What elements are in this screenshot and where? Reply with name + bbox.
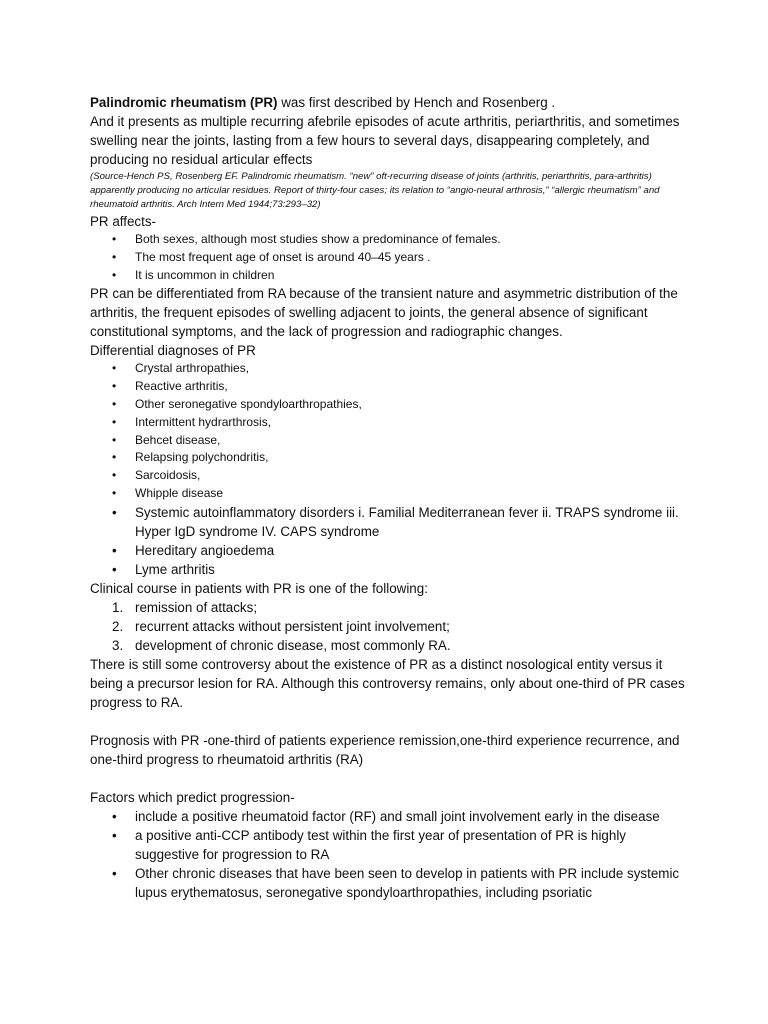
blank-line: [90, 712, 690, 731]
list-item: • a positive anti-CCP antibody test within the first year of presentation of PR is highly suggestive for progression to RA: [90, 826, 690, 864]
list-item: • Whipple disease: [90, 485, 690, 503]
list-item: [90, 636, 690, 655]
affects-heading: PR affects-: [90, 214, 156, 229]
source-citation: (Source-Hench PS, Rosenberg EF. Palindromic rheumatism. “new” oft-recurring disease of joints (arthritis, periarthritis, para-arthritis) apparently producing no articular residues. Report of thirty-four cases; its relation to “angio-neural arthrosis,” “allergic rheumatism” and rheumatoid arthritis. Arch Intern Med 1944;73:293–32): [90, 171, 660, 210]
list-item: • Behcet disease,: [90, 432, 690, 450]
list-item: • It is uncommon in children: [90, 267, 690, 285]
controversy-paragraph: There is still some controversy about the existence of PR as a distinct nosological entity versus it being a precursor lesion for RA. Although this controversy remains, only about one-third of PR cases progress to RA.: [90, 656, 685, 710]
list-item: • Systemic autoinflammatory disorders i. Familial Mediterranean fever ii. TRAPS syndrome iii. Hyper IgD syndrome IV. CAPS syndrome: [90, 503, 690, 541]
list-item: • Crystal arthropathies,: [90, 360, 690, 378]
list-item: • Sarcoidosis,: [90, 467, 690, 485]
list-text: recurrent attacks without persistent joint involvement;: [135, 618, 450, 634]
factors-heading: Factors which predict progression-: [90, 789, 295, 805]
list-number: 2.: [112, 618, 124, 634]
list-item: • Intermittent hydrarthrosis,: [90, 414, 690, 432]
intro-title-line: [90, 93, 690, 112]
list-item: • Both sexes, although most studies show a predominance of females.: [90, 231, 690, 249]
intro-title-rest: was first described by Hench and Rosenberg .: [277, 95, 556, 110]
list-item: [90, 617, 690, 636]
intro-paragraph: And it presents as multiple recurring afebrile episodes of acute arthritis, periarthritis, and sometimes swelling near the joints, lasting from a few hours to several days, disappearing completely, and producing no residual articular effects: [90, 114, 680, 167]
factors-list: [90, 807, 690, 902]
list-text: development of chronic disease, most commonly RA.: [135, 637, 451, 653]
list-item: • Lyme arthritis: [90, 560, 690, 579]
list-item: • Other seronegative spondyloarthropathies,: [90, 396, 690, 414]
list-item: • include a positive rheumatoid factor (RF) and small joint involvement early in the disease: [90, 807, 690, 826]
list-number: 1.: [112, 599, 124, 615]
affects-list: [90, 231, 690, 284]
list-item: • Relapsing polychondritis,: [90, 449, 690, 467]
intro-title-bold: Palindromic rheumatism (PR): [90, 95, 278, 110]
differential-list: [90, 360, 690, 502]
differential-list-continued: [90, 503, 690, 579]
list-item: • Other chronic diseases that have been seen to develop in patients with PR include systemic lupus erythematosus, seronegative spondyloarthropathies, including psoriatic: [90, 864, 690, 902]
clinical-course-heading: Clinical course in patients with PR is one of the following:: [90, 580, 428, 596]
list-text: remission of attacks;: [135, 599, 258, 615]
differentiation-paragraph: PR can be differentiated from RA because of the transient nature and asymmetric distribution of the arthritis, the frequent episodes of swelling adjacent to joints, the general absence of significant constitutional symptoms, and the lack of progression and radiographic changes.: [90, 286, 678, 340]
list-number: 3.: [112, 637, 124, 653]
list-item: • Reactive arthritis,: [90, 378, 690, 396]
list-item: • The most frequent age of onset is around 40–45 years .: [90, 249, 690, 267]
list-item: [90, 598, 690, 617]
clinical-course-list: [90, 598, 690, 655]
document-body: [90, 93, 690, 902]
blank-line: [90, 769, 690, 788]
prognosis-paragraph: Prognosis with PR -one-third of patients experience remission,one-third experience recurrence, and one-third progress to rheumatoid arthritis (RA): [90, 732, 680, 767]
list-item: • Hereditary angioedema: [90, 541, 690, 560]
differential-heading: Differential diagnoses of PR: [90, 343, 256, 359]
